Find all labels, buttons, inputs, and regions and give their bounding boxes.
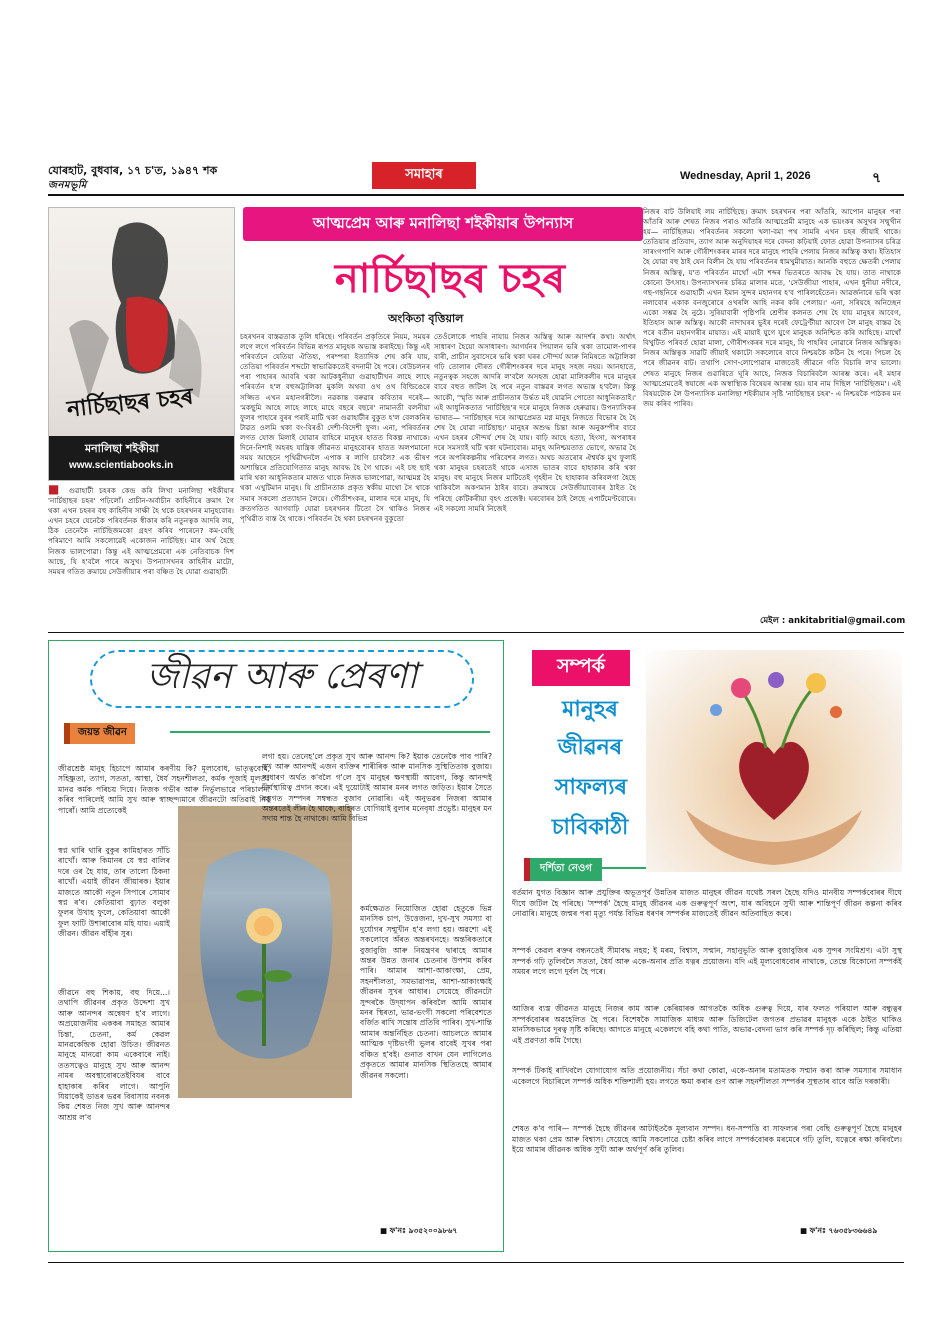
article2-col1b: স্বপ্ন থাৰি থাৰি বুকুৰ কামিহাৰত সাঁচি ৰাখোঁ। আৰু কিমানৰ যে স্বপ্ন বালিৰ দৰে ওৰ হৈ যায়, তাৰ তালো ঠিকনা ৰাখোঁ। এয়াই জীৱন জীয়াৰক। ইয়াৰ মাজতে আকৌ নতুন সিপাৰে সোমাব স্বপ্ন ৰ'ব। কেতিয়াবা বুঢ়াত বলুকা ফুলৰ উখাহ ফুলে, কেতিয়াবা আকৌ ফুল ফাটি উশাৰাবোৰ মহি যায়। এয়াই জীৱন। জীৱন বাঁহীৰ সুৰ। (58, 846, 170, 939)
book-cover-website: www.scientiabooks.in (69, 460, 174, 471)
article1-col2: চহৰখনৰ বাস্তৱতাক তুলি ধৰিছে। পৰিবৰ্তন প্ৰকৃতিৰে নিয়ম, সময়ৰ লগে লগে পৰিবৰ্তন বিভিন্ন ৰূপত মানুহক অভ্যস্ত কৰাইছে। কিন্তু এই পৰিবৰ্তনে যেতিয়া ঐতিহ্য, পৰম্পৰা ইত্যাদিক শেষ কৰি যায়, তেতিয়া পৰিবৰ্তন শব্দটো স্বাভাৱিকতেই বদনামী হৈ পৰে। বেউচলনৰ পৰা পাহাৰৰ আবৰি থকা আটকধুনীয়া গুৱাহাটীখন লাহে লাহে পৰিবৰ্তন হ'ল বহুঅট্টালিকা মুকলি অথবা ওখ ওখ বিল্ডিঙেৰে সজ্জিত এখন মহানগৰীলৈ। নৱকান্ত বৰুৱাৰ কবিতাৰ দৰেই— 'মকছুমি আহে লাহে লাহে মাহে বছৰে বছৰে' নামানতী বলনীয়া ফুলৰ পাহাৰে বুৰৰ পৰাই মাটি থকা গুৱাহাটীৰ বুকুত হ'ল বেলকনিৰ টাৱত ওলমি থকা বং-বিৰঙী দেশী-বিদেশী ফুল। এনা, পৰিবৰ্তনৰ লগত যোজ মিলাই যোৱাৰ বাহিৰে মানুহৰ হাতত বিকল্প নাথাকে। দিনে-নিশাই অহৰহ যান্ত্ৰিক জীৱনত মানুহবোৰৰ হাতত অলপমানো সময় আছেনে পৃথিৱীখনলৈ এপাক ৰ লাগি চাবলৈ? এক ভীষণ অশান্তিৰে প্ৰতিযোগিতাত মানুহ আবদ্ধ হৈ গৈ থাকে। এই চহু ছাই মাৰি থকা আধুনিকতাৰ মাজত থাকে নিজক ভালপোৱা, আত্মমগ্ন হৈ থকা এখুটিমান মানুহ। যি প্ৰাচীনতাক প্ৰকৃত স্বকীয় মাথো সৈ থাকে সমাৰ সকলো প্ৰত্যাহান লৈয়ে। গৌতীশংকৰ, মালাৰ দৰে মানুহ, যি ক্ৰতগতিত আগবাঢ়ি যোৱা চহৰখনৰ টিতো সৈ থাকিও নিজৰ পৃথিৱীত ব্যস্ত হৈ থাকে। পৰিবৰ্তন হৈ থকা চহৰখনৰ বুকুতো (240, 332, 430, 523)
article3-body4: সম্পৰ্ক টিকাই ৰাখিবলৈ যোগাযোগ অতি প্ৰয়োজনীয়। সঁচা কথা কোৱা, একে-অনাৰ মতামতক সন্মান কৰা আৰু সমস্যাৰ সমাধান একেলগে বিচাৰিলে সম্পৰ্ক অধিক শক্তিশালী হয়। লগতে ক্ষমা কৰাৰ গুণ আৰু সহনশীলতা সম্পৰ্কৰ সুস্থতাৰ বাবে অতি দৰকাৰী। (512, 1066, 902, 1086)
article3-title-line4: চাবিকাঠী (551, 815, 629, 840)
dropcap: ■ (48, 484, 63, 496)
article3-tag: সম্পৰ্ক (532, 650, 630, 686)
article3-title-line1: মানুহৰ (562, 697, 618, 722)
article2-col2a: লগা হয়। তেনেহ'লে প্ৰকৃত সুখ আৰু আনন্দ কি? ইয়াক তেনেকৈ পাব পাৰি? সুখ আৰু আনন্দই এজন ব্যক্তিৰ শাৰীৰিক আৰু মানসিক সুস্থিতিতাক বুজায়। সাধাৰণ অৰ্থত ক'বলৈ গ'লে সুখ মানুহৰ ক্ষণস্থায়ী আবেগ, কিন্তু আনন্দই দীৰ্ঘস্থায়িত্ব প্ৰদান কৰে। এই দুয়োটাই আমাৰ মনৰ লগত জড়িত। ইয়াৰ সৈতে বস্তুগত সম্পদৰ সম্বন্ধত বুজাব নোৱাৰি। এই অনুভৱৰ নিজৰা আমাৰ অন্তৰতেই লীন হৈ থাকে, বাহিৰত যোগিয়াই বুলাৰ মনেবৃষা প্ৰভুেষ্ট। মানুহৰ মন সদায় শান্ত হৈ নাথাকে। আমি বিভিন্ন (262, 752, 492, 824)
heart-in-hands-illustration (646, 650, 902, 872)
article3-body3: আজিৰ ব্যস্ত জীৱনত মানুহে নিজৰ কাম আৰু কেৰিয়াৰক আগতকৈ অধিক গুৰুত্ব দিয়ে, যাৰ ফলত পৰিয়াল আৰু বন্ধুত্বৰ সম্পৰ্কবোৰৰ অৱহেলিত হৈ পৰে। বিশেষকৈ সামাজিক মাধ্যম আৰু ডিজিটেল জগতৰ প্ৰভাৱৰ মানুহক একে ঠাইত থাকিও মানসিকভাৱে দূৰত্ব সৃষ্টি কৰিছে। আগতে মানুহে একেলগে বহি কথা পাতি, অভাৱ-বেদনা ভাগ কৰি সম্পৰ্ক দৃঢ় কৰিছিল; কিন্তু এতিয়া এই প্ৰৱণতা কমি গৈছে। (512, 1004, 902, 1045)
section-label: সমাহাৰ (372, 162, 476, 189)
page-number: ৭ (872, 170, 882, 186)
article2-col2b: কৰ্মক্ষেত্ৰত নিয়োজিত হোৱা হেতুকে ভিন্ন মানসিক চাপ, উত্তেজনা, দুখ-সুখ সমস্যা বা দুৰ্যোগৰ সন্মুখীন হ'ব লগা হয়। অৱশ্যে এই সকলোবে অঁৰত অন্তৰখনহে। অন্তৰিকতাৰে বুজাবুজি আৰু নিয়ন্ত্ৰণৰ দ্বাৰাহে আমাৰ অন্তৰ উন্নত জনাৰ চেতনাৰ উপশম কৰিব পাৰি। আমাৰ আশা-আকাংক্ষা, প্ৰেম, সহনশীলতা, সমভাৱাপন্ন, আশা-আকাংক্ষাই জীৱনৰ সুখৰ আধাৰ। সেয়েহে জীৱনটো সুন্দৰকৈ উদ্‌যাপন কৰিবলৈ আমি আমাৰ মনৰ স্থিৰতা, ভাৱ-ভংগী সকলো পৰিবেশতে বৰ্জিত ৰাখি সন্তোষ প্ৰতিবি পাৰিব। সুখ-শান্তি আমাৰ অন্তৰ্নিহিত চেতনা। আচলতে আমাৰ আত্মিক দৃষ্টিভংগী ভুলৰ বাবেই সুখৰ পৰা বঞ্চিত হ'বই। গুনাত বাখন যেন লাগিলেও প্ৰকৃততে আমাৰ মানসিক স্থিতিতহে আমাৰ জীৱনৰ সকলো। (360, 904, 492, 1080)
section-divider (48, 632, 904, 633)
article3-body5: শেষত ক'ব পাৰি— সম্পৰ্ক হৈছে জীৱনৰ আটাইতকৈ মূল্যবান সম্পদ। ধন-সম্পত্তি বা সাফল্যৰ পৰা বেছি গুৰুত্বপূৰ্ণ হৈছে মানুহৰ মাজত থকা প্ৰেম আৰু বিশ্বাস। সেয়েহে আমি সকলোৱে চেষ্টা কৰিব লাগে সম্পৰ্কবোৰক মৰমেৰে গঢ়ি তুলি, যত্নেৰে ৰক্ষা কৰিবলৈ। ইয়ে আমাৰ জীৱনক অধিক সুখী আৰু অৰ্থপূৰ্ণ কৰি তুলিব। (512, 1124, 902, 1155)
header-rule (48, 194, 904, 196)
footer-rule (48, 1262, 904, 1263)
article1-col4: নিজৰ বাট উলিয়াই লয় নাৰ্চিছিছে। ক্ৰমাৎ চহৰখনৰ পৰা আঁতৰি, আপোন মানুহৰ পৰা আঁতৰি আৰু শেষত নিজৰ পৰাও আঁতৰি আত্মপ্ৰেমী মানুহে এক ভয়ংকৰ অসুখৰ সন্মুখীন হয়— নাৰ্চিছিজম। পৰিবৰ্তনৰ সকলো খলা-বমা পথ সামৰি এখন চহৰ জীয়াই থাকে। তেতিয়াৰ প্ৰতিবাদ, ত্যাগ আৰু অনুদিয়াহৰ দৰে বেদনা কঢ়িয়াই ফোত হোৱা উপন্যাসৰ চৰিত্ৰ সাৰংগপাণি আৰু গৌৰীশংকৰৰ মাৰৰ দৰে মানুহে পাহৰি পেলায় নিজৰ অস্তিত্ব কথা। ইতিহাস হৈ যোৱা বহু ঠাই যেন বিলীন হৈ যায় পৰিবৰ্তনৰ ধামখুমীয়াত। আনকি বহুতে ক্ষেতৰী পেলায় নিজৰ অস্তিত্ব, য'ত পৰিবৰ্তন মাথোঁ এটা শব্দৰ ভিতৰতে আবদ্ধ হৈ যায়। তাত নাথাকে কোনো উৎসাহ। উপন্যাসখনৰ চৰিত্ৰ মালাৰ মতে, 'সেউজীয়া পাহাৰ, এখন ধুনীয়া নদীৰে, গছ-গছনিৰে গুৱাহাটী এখন ইমান সুন্দৰ মহানগৰ হ'ব পাৰিলহেঁতেন। আৱৰ্জনাৰে ভৰি থকা নলাবোৰ একাক বনজুৰোৰে ওখৰলি আহি নকৰ কৰি পেলায়।' এনা, সৰিয়হে অনিচ্ছেন একো সম্ভৱ হৈ নুঠে। সুৰিয়াবাৰী পৃষ্ঠিপৰি শ্ৰেণীৰ কলনত শেষ হৈ যায় মানুহৰ আবেগ, ইতিহাস আৰু অস্তিত্ব। আকৌ নাদাঘৰৰ ভুইৰ দৰেই ফেট্ৰেণ্টীয়া আবেগ লৈ মানুহ বাস্তৱ হৈ পৰে বৰ্তীন মহানগৰীৰ মায়াত। এই মায়াই যুগে যুগে মানুহক অনিশ্চিত কৰি আহিছে। মাথোঁ বিখুটিত পৰিবৰ্ত হোৱা মালা, গৌৰীশংকৰৰ দৰে মানুহ, যি পাহৰিব নোৱাৰে নিজৰ অস্তিত্বক। নিজৰ অস্তিত্বক সাৱটি জীয়াই থকাটো সকলোৰে বাবে নিশ্চয়কৈ কঠিন হৈ পৰে। পিচল হৈ পৰে জীৱনৰ বাট। তথাপি সোণ-লোপোৱাৰ মাজতেই জীৱনে গতি বিচাৰি ল'ব ভালো। শেষত মানুহে নিজৰ গুৱাৰিতে ঘূৰি আহে, নিজক বিচাৰিবলৈ আৰম্ভ কৰে। এই মহাৰ আত্মপ্ৰেমতেই স্বযাজে এক অস্বাস্থ্যিক বিষেয়ৰ আৰম্ভ হয়। যাৰ নাম দিছিল 'নাৰ্চিছিজম'। এই বিষয়টোক লৈ উপন্যাসিক মনালিছা শইকীয়াৰ সৃষ্টি 'নাৰ্চিছাছৰ চহৰ'- এ নিশ্চয়কৈ পাঠকৰ মন জয় কৰিব পাৰিব। (643, 207, 901, 408)
article3-phone: ■ ফ'নঃ ৭৬৩৫৮৩৬৬৪৯ (800, 1226, 878, 1235)
book-cover-title: নাৰ্চিছাছৰ চহৰ (65, 383, 195, 423)
article1-email: মেইল : ankitabritial@gmail.com (760, 616, 906, 626)
article2-title: জীৱন আৰু প্ৰেৰণা (90, 650, 474, 708)
header-date-local: যোৰহাট, বুধবাৰ, ১৭ চ'ত, ১৯৪৭ শক (48, 164, 218, 177)
masthead-logo: জনমভূমি (48, 180, 87, 191)
article3-title-line2: জীৱনৰ (557, 735, 623, 760)
article3-body1: বৰ্তমান যুগত বিজ্ঞান আৰু প্ৰযুক্তিৰ অভূতপূৰ্ব উন্নতিৰ মাজত মানুহৰ জীৱন যথেষ্ট সৰল হৈছে যদিও মানবীয় সম্পৰ্কবোৰৰ দীঘে দীঘে জটিল হৈ পৰিছে। 'সম্পৰ্ক' হৈছে মানুহ জীৱনৰ এক গুৰুত্বপূৰ্ণ অংশ, যাৰ অবিহনে সুখী আৰু শান্তিপূৰ্ণ জীৱন কল্পনা কৰিব নোৱাৰি। মানুহে জন্মৰ পৰা মৃত্যু পৰ্যন্ত বিভিন্ন ধৰণৰ সম্পৰ্কৰ মাজতেই জীৱন অতিবাহিত কৰে। (512, 888, 902, 919)
header-date: Wednesday, April 1, 2026 (680, 170, 811, 182)
article1-col3: তেওঁলোকে পাহৰি নাযায় নিজৰ অস্তিত্ব আৰু আদৰ্শৰ কথা। অৰ্থাৎ সাধাৰণ হৈয়ো অসাধাৰণ। আগৰ্যনৰ পিয়ালন ভৰি থকা তামোল-পাণৰ বাৰী, প্ৰাচীন সুবাসেৰে ভৰি থকা ঘৰৰ সৌন্দৰ্য আৰু নিমিষতে অট্টালিকা গঢ়ি তোলাৰ দৌৰত গৌৰীশংকৰৰ দৰে মানুহ সহজ নহয়। আনহাতে, নতুনত্বক সহজে আদৰি ল'বলৈ অসহজ হোৱা মালিকলীৰ দৰে মানুহৰ বাবে বহুত জটিল হৈ পৰে নতুন বাস্তৱৰ লগত অভ্যস্ত হ'বলৈ। কিন্তু আকৌ, 'স্মৃতি আৰু প্ৰাচীনতাৰ উৰ্দ্ধত মই যোৱনি পোতো আধুনিকতাই।' এই আধুনিকতাত 'নাৰ্চিছিছ'ৰ দৰে মানুহে নিজক হেৰুৱায়। উপন্যাসিকৰ ভাষাত— 'নাৰ্চিছাছৰ দৰে আত্মপ্ৰেমত মগ্ন মানুহ নিজতে বিভোৰ হৈ হৈ শেষ হৈ যোৱা নাৰ্চিছাছ।' মানুহৰ অশুদ্ধ চিন্তা আৰু অনুকম্পীৰ বাবে এখন চহৰৰ সৌন্দৰ্য শেষ হৈ যায়। বাঢ়ি আহে হত্যা, হিংসা, অপৰাধৰ দৰে সমস্যাই ঘটি থকা ঘটনাবোৰ। মানুহ অনিশ্চয়তাত ভোগে, অভাৱ হৈ পৰে অপৰিকল্পনীয় পৰিবেশৰ লগত। অথচ অতৰোৰ ঐশ্বৰ্যক মুখ ফুলাই থকা মানুহৰ চহৰতেই থাকে এসাজ ভাতৰ বাবে হাহাকাৰ কৰি থকা মানুহ। বহু মানুহে নিজৰ মাটিতেই গৃহহীন হৈ হাহাকাৰ কৰিবলগা হৈছে থাকিবলৈ অকণমান ঠাইৰ বাবে। ক্ৰমান্বয়ে সেউজীয়াবোৰৰ ঠাইত হৈ পৰিছে কেটিকৰীয়া বৃহৎ প্ৰজেক্ট। ঘৰবোৰৰ ঠাই লৈছে এপাৰ্টমেণ্টবোৰে। এই সকলো সামৰি নিজেই (434, 332, 636, 513)
book-cover-author: মনালিছা শইকীয়া (85, 442, 159, 455)
article2-col1c: জীৱনে বহু শিকায়, বহু দিয়ে...। তথাপি জীৱনৰ প্ৰকৃত উদ্দেশ্য সুখ আৰু আনন্দৰ অন্বেষণ হ'ব লাগে। অপ্ৰয়োজনীয় এককৰ সমাহত আমাৰ চিন্তা, চেতনা, কৰ্ম কেৱল মানৱকেন্দ্ৰিক হোৱা উচিত। জীৱনত মানুহে মানৱো কাম একেবাৰে নাই। ততসত্বেও মানুহে সুখ আৰু আনন্দ নামৰ অবস্থাবোৰতেইবিযৰ বাবে হাহাকাৰ কৰিব লাগে। আপুনি যিয়াকেই ডাঙৰ ভৱৰ বিবাসায় নবনক কিয় শেষত নিজ সুখ আৰু আনন্দৰ আশ্ৰয় ল'ব (58, 988, 170, 1122)
article3-body2: সম্পৰ্ক কেৱল ৰক্তৰ বন্ধনতেই সীমাবদ্ধ নহয়; ই মৰম, বিশ্বাস, সন্মান, সহানুভূতি আৰু বুজাবুজিৰ এক সুন্দৰ সংমিশ্ৰণ। এটা সুস্থ সম্পৰ্ক গঢ়ি তুলিবলৈ সততা, ধৈৰ্য আৰু একে-অনাৰ প্ৰতি যত্নৰ প্ৰয়োজন। যদি এই মূল্যবোধবোৰ নাথাকে, তেন্তে যিকোনো সম্পৰ্কই সময়ৰ লগে লগে দুৰ্বল হৈ পৰে। (512, 946, 902, 977)
article3-heart-hands-image (646, 650, 902, 872)
article1-title: নাৰ্চিছাছৰ চহৰ (334, 255, 566, 302)
article1-col1-text: গুৱাহাটী চহৰক কেন্দ্ৰ কৰি লিখা মনালিছা শইকীয়াৰ 'নাৰ্চিছাছৰ চহৰ' পঢ়িলোঁ। প্ৰাচীন-অৰ্বাচীন কাহিনীৰে ক্ৰমাৎ গৈ থকা এখন চহৰৰ বহু কাহিনীৰ সাক্ষী হৈ থকে চহৰখনৰ মানুহবোৰ। এখন চহৰে যেনেকৈ পৰিবৰ্তনক স্বীকাৰ কৰি নতুনত্বক আদৰি লয়, ঠিক তেনেকৈ নাৰ্চিছিজমকো গ্ৰহণ কৰিব পাৰেনে? কম-বেছি পৰিমাণে আমি সকলোৱেই একোজন নাৰ্চিছিছ। মাৰ অৰ্থ হৈছে নিজক ভালপোৱা। কিন্তু এই আত্মপ্ৰেমৰো এক নেতিবাচক দিশ আছে, যি হ'বলৈ পাৰে অসুখ। উপন্যাসখনৰ কাহিনীৰ মাটো, সময়ৰ গতিত ক্ৰমায়ে সেউজীয়াৰ পৰা বঞ্চিত হৈ যোৱা গুৱাহাটী (48, 486, 234, 576)
article1-col1 (48, 484, 234, 630)
article1-byline: অংকিতা বৃত্তিয়াল (388, 312, 464, 325)
book-cover-image (48, 207, 235, 481)
article3-author: দৰ্শিতা নেওগ (524, 858, 602, 881)
article3-title-line3: সাফল্যৰ (554, 775, 628, 800)
article2-author: জয়ন্ত জীৱন (64, 723, 135, 744)
article1-banner: আত্মপ্ৰেম আৰু মনালিছা শইকীয়াৰ উপন্যাস (243, 207, 643, 241)
article2-phone: ■ ফ'নঃ ৯৩৫২০০৯৮৬৭ (380, 1226, 458, 1235)
article2-col1a: জীৱশ্ৰেষ্ঠ মানুহ হিচাপে আমাৰ কৰণীয় কি? মূল্যবোধ, ভাতৃত্ববোধ, সহিষ্ণুতা, ত্যাগ, সততা, আস্থা, ধৈৰ্য সহনশীলতা, কৰ্মক পূজাই মূলতঃ মানৱ কৰ্মক পৰিচয় দিয়ে। নিজক গভীৰ আৰু নিৰ্ভুলভাৱে পৰিচালনা কৰিব পাৰিলেই আমি সুখ আৰু স্বাচ্ছন্দ্যমাৰে জীৱনটো অতিৱাই নিব পাৰোঁ। আমি প্ৰত্যেকেই (58, 764, 270, 815)
article2-title-rule (170, 731, 490, 733)
